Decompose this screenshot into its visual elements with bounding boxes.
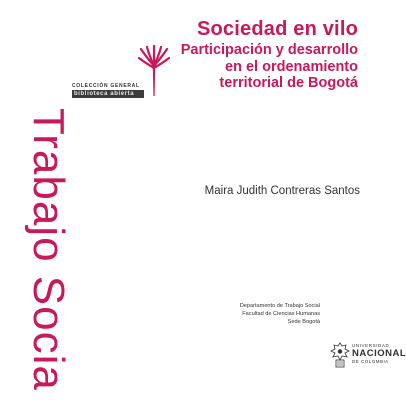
author-name: Maira Judith Contreras Santos — [204, 185, 360, 197]
university-name: NACIONAL — [352, 348, 406, 359]
faculty-line: Facultad de Ciencias Humanas — [242, 311, 320, 317]
collection-name: COLECCIÓN GENERAL — [72, 83, 140, 89]
university-bottom-text: DE COLOMBIA — [352, 359, 389, 364]
book-title: Sociedad en vilo — [196, 18, 358, 40]
subtitle-line: territorial de Bogotá — [219, 75, 358, 91]
title-block — [168, 18, 358, 92]
department-info — [200, 302, 320, 326]
subtitle-line: Participación y desarrollo — [180, 42, 358, 58]
collection-series: biblioteca abierta — [74, 90, 135, 97]
collection-label — [72, 83, 144, 105]
university-seal-icon — [330, 342, 350, 368]
book-subtitle — [168, 42, 358, 92]
campus-line: Sede Bogotá — [287, 319, 320, 325]
university-top-text: UNIVERSIDAD — [352, 343, 390, 348]
collection-bar — [72, 90, 144, 98]
university-wordmark — [352, 343, 406, 364]
series-vertical-text: Trabajo Socia — [24, 108, 73, 391]
subtitle-line: en el ordenamiento — [225, 58, 358, 75]
department-line: Departamento de Trabajo Social — [239, 303, 320, 309]
